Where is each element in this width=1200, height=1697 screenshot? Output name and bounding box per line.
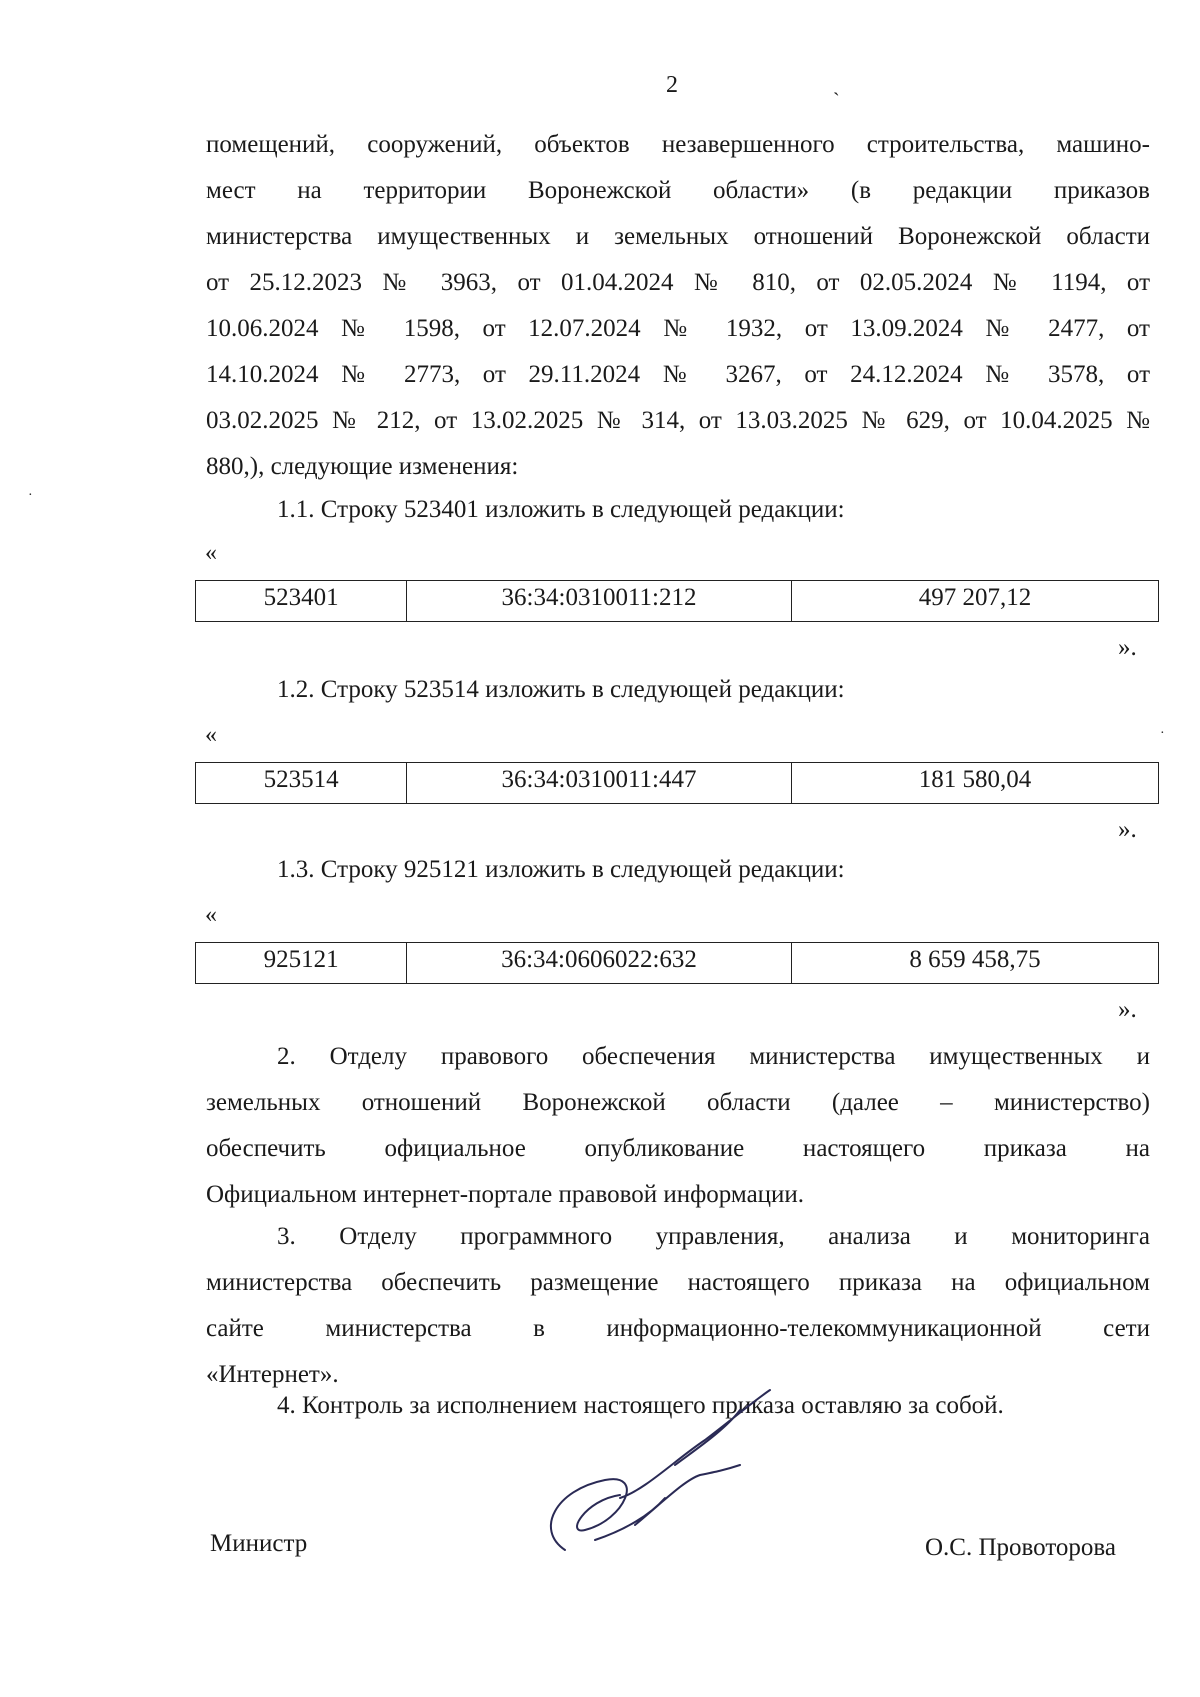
item-1-3-intro: 1.3. Строку 925121 изложить в следующей редакции: [277,856,845,883]
handwritten-signature-icon [525,1380,785,1560]
text-line: сайте министерства в информационно-телекоммуникационной сети [206,1315,1150,1342]
close-quote: ». [1118,816,1137,843]
page-number: 2 [666,72,678,98]
text-line: «Интернет». [206,1361,339,1388]
text-line: министерства имущественных и земельных отношений Воронежской области [206,223,1150,250]
open-quote: « [205,722,217,748]
table-cell-value: 8 659 458,75 [791,943,1158,984]
amendment-table-3 [195,942,1159,984]
table-cell-cadastral-number: 36:34:0606022:632 [407,943,792,984]
table-row [196,581,1159,622]
text-line: Официальном интернет-портале правовой информации. [206,1181,805,1208]
text-line: обеспечить официальное опубликование настоящего приказа на [206,1135,1150,1162]
table-cell-cadastral-number: 36:34:0310011:447 [407,763,792,804]
item-1-1-intro: 1.1. Строку 523401 изложить в следующей редакции: [277,496,845,523]
amendment-table-1 [195,580,1159,622]
text-line: мест на территории Воронежской области» (в редакции приказов [206,177,1150,204]
amendment-table-2 [195,762,1159,804]
scan-dot: · [1160,726,1165,741]
table-cell-code: 925121 [196,943,407,984]
close-quote: ». [1118,996,1137,1023]
open-quote: « [205,902,217,928]
text-line: от 25.12.2023 № 3963, от 01.04.2024 № 810, от 02.05.2024 № 1194, от [206,269,1150,296]
signatory-name: О.С. Провоторова [925,1534,1117,1561]
scan-mark: ˏ [833,74,840,96]
point-4-paragraph: 4. Контроль за исполнением настоящего приказа оставляю за собой. [277,1392,1004,1419]
signatory-title: Министр [210,1530,308,1557]
table-cell-cadastral-number: 36:34:0310011:212 [407,581,792,622]
scan-dot: · [28,488,33,503]
text-line: 03.02.2025 № 212, от 13.02.2025 № 314, от 13.03.2025 № 629, от 10.04.2025 № [206,407,1150,434]
text-line: министерства обеспечить размещение настоящего приказа на официальном [206,1269,1150,1296]
item-1-2-intro: 1.2. Строку 523514 изложить в следующей редакции: [277,676,845,703]
table-cell-code: 523401 [196,581,407,622]
close-quote: ». [1118,634,1137,661]
intro-paragraph [206,122,1150,490]
table-cell-value: 181 580,04 [791,763,1158,804]
table-cell-value: 497 207,12 [791,581,1158,622]
text-line: 2. Отделу правового обеспечения министерства имущественных и [277,1043,1150,1070]
table-row [196,763,1159,804]
table-row [196,943,1159,984]
table-cell-code: 523514 [196,763,407,804]
text-line: 3. Отделу программного управления, анализа и мониторинга [277,1223,1150,1250]
text-line: помещений, сооружений, объектов незавершенного строительства, машино- [206,131,1150,158]
text-line: 880,), следующие изменения: [206,453,519,480]
point-2-paragraph [206,1034,1150,1218]
text-line: 14.10.2024 № 2773, от 29.11.2024 № 3267, от 24.12.2024 № 3578, от [206,361,1150,388]
text-line: земельных отношений Воронежской области (далее – министерство) [206,1089,1150,1116]
open-quote: « [205,540,217,566]
point-3-paragraph [206,1214,1150,1398]
text-line: 10.06.2024 № 1598, от 12.07.2024 № 1932, от 13.09.2024 № 2477, от [206,315,1150,342]
